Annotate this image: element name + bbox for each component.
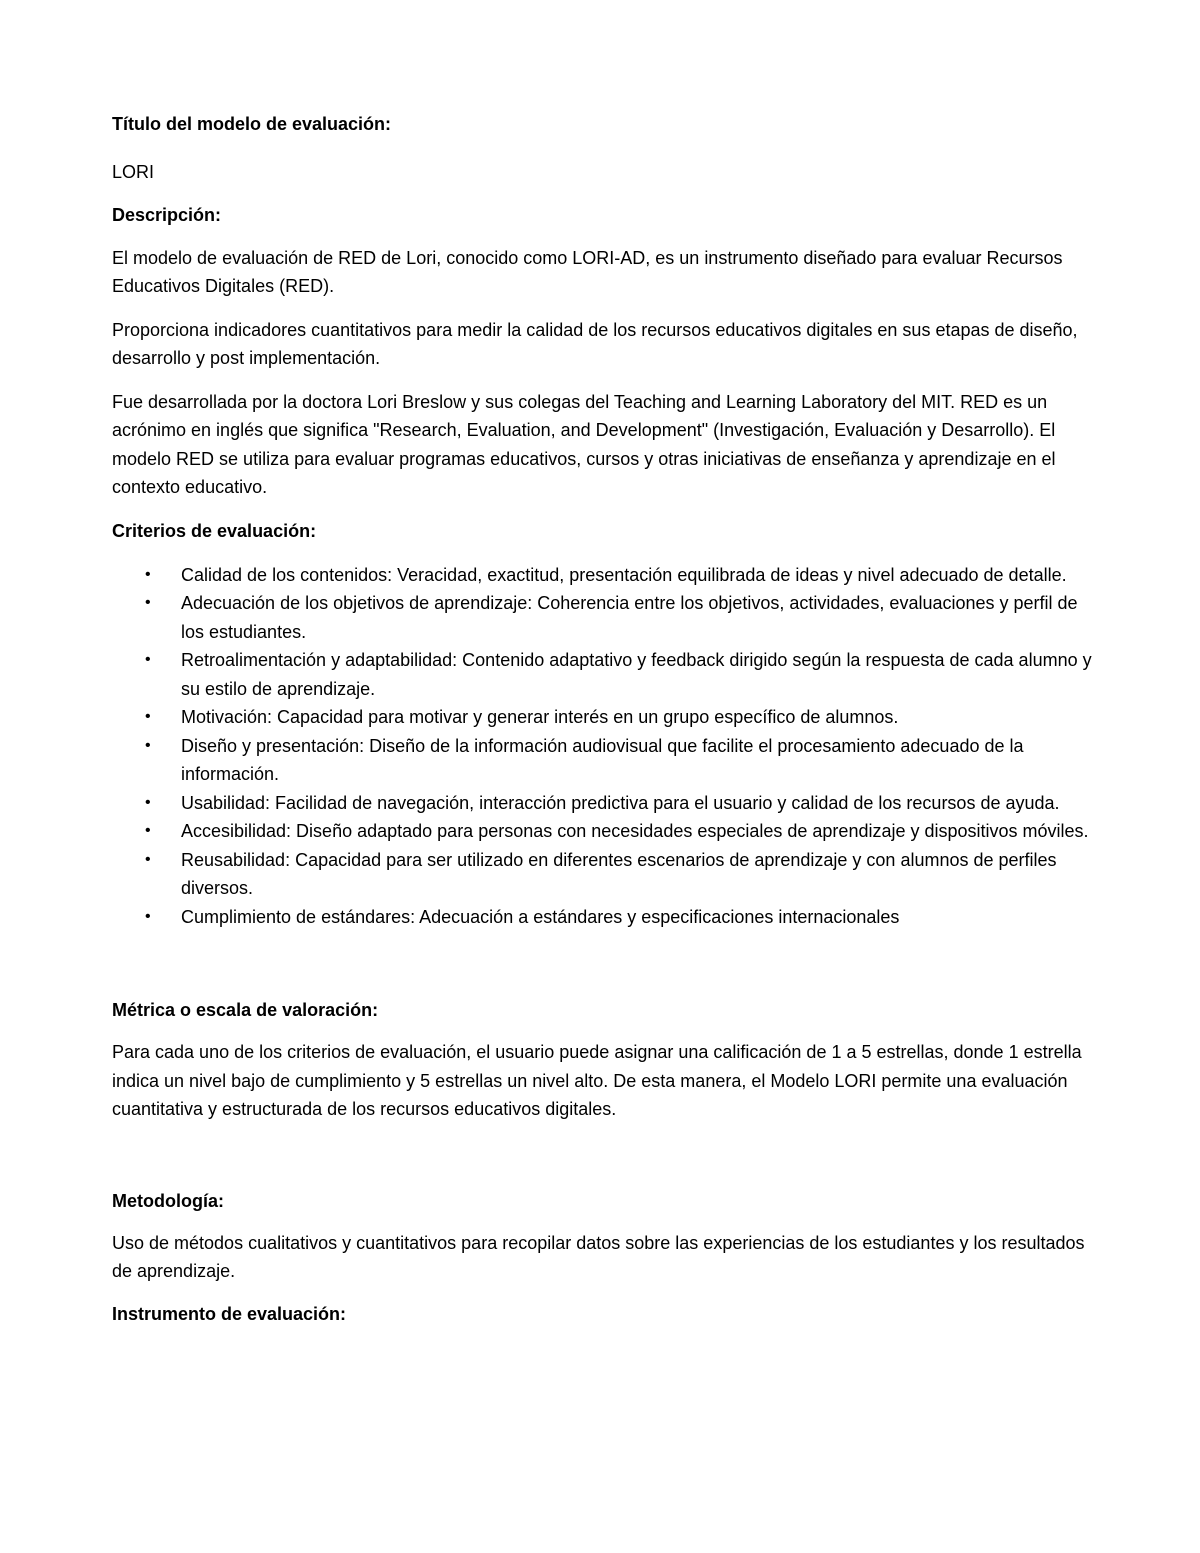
criteria-item: [112, 646, 1092, 703]
criteria-text: Diseño y presentación: Diseño de la información audiovisual que facilite el procesamiento adecuado de la información.: [181, 735, 1024, 784]
criteria-item: [112, 846, 1092, 903]
criteria-item: [112, 561, 1092, 590]
bullet-icon: •: [145, 907, 151, 925]
criteria-item: [112, 703, 1092, 732]
metric-heading: Métrica o escala de valoración:: [112, 1000, 379, 1020]
bullet-icon: •: [145, 822, 151, 839]
criteria-text: Retroalimentación y adaptabilidad: Contenido adaptativo y feedback dirigido según la respuesta de cada alumno y su estilo de aprendizaje.: [181, 650, 1092, 699]
criteria-text: Cumplimiento de estándares: Adecuación a estándares y especificaciones internacionales: [181, 906, 900, 927]
model-name: LORI: [112, 162, 155, 182]
bullet-icon: •: [145, 736, 151, 754]
criteria-heading: Criterios de evaluación:: [112, 520, 317, 541]
criteria-text: Accesibilidad: Diseño adaptado para personas con necesidades especiales de aprendizaje y dispositivos móviles.: [181, 821, 1089, 841]
criteria-item: [112, 732, 1092, 789]
criteria-item: [112, 789, 1092, 818]
bullet-icon: •: [145, 850, 151, 868]
title-heading: Título del modelo de evaluación:: [112, 114, 392, 134]
criteria-list: [112, 561, 1092, 932]
criteria-text: Usabilidad: Facilidad de navegación, interacción predictiva para el usuario y calidad de los recursos de ayuda.: [181, 792, 1060, 813]
bullet-icon: •: [145, 708, 151, 725]
criteria-text: Calidad de los contenidos: Veracidad, exactitud, presentación equilibrada de ideas y nivel adecuado de detalle.: [181, 564, 1067, 585]
instrument-heading: Instrumento de evaluación:: [112, 1303, 347, 1324]
bullet-icon: •: [145, 793, 151, 811]
metric-paragraph: Para cada uno de los criterios de evaluación, el usuario puede asignar una calificación de 1 a 5 estrellas, donde 1 estrella indica un nivel bajo de cumplimiento y 5 estrellas un nivel alto. De esta manera, el Modelo LORI permite una evaluación cuantitativa y estructurada de los recursos educativos digitales.: [112, 1042, 1082, 1119]
criteria-text: Adecuación de los objetivos de aprendizaje: Coherencia entre los objetivos, actividades, evaluaciones y perfil de los estudiantes.: [181, 593, 1078, 642]
bullet-icon: •: [145, 565, 151, 583]
document-page: [112, 110, 1092, 1328]
bullet-icon: •: [145, 594, 151, 611]
methodology-paragraph: Uso de métodos cualitativos y cuantitativos para recopilar datos sobre las experiencias de los estudiantes y los resultados de aprendizaje.: [112, 1232, 1085, 1281]
criteria-item: [112, 589, 1092, 646]
methodology-heading: Metodología:: [112, 1190, 224, 1211]
bullet-icon: •: [145, 651, 151, 668]
criteria-text: Reusabilidad: Capacidad para ser utilizado en diferentes escenarios de aprendizaje y con alumnos de perfiles diversos.: [181, 849, 1057, 898]
criteria-item: [112, 817, 1092, 846]
criteria-item: [112, 903, 1092, 932]
description-paragraph-2: Proporciona indicadores cuantitativos para medir la calidad de los recursos educativos digitales en sus etapas de diseño, desarrollo y post implementación.: [112, 319, 1078, 368]
description-heading: Descripción:: [112, 204, 222, 225]
description-paragraph-1: El modelo de evaluación de RED de Lori, conocido como LORI-AD, es un instrumento diseñado para evaluar Recursos Educativos Digitales (RED).: [112, 247, 1063, 296]
criteria-text: Motivación: Capacidad para motivar y generar interés en un grupo específico de alumnos.: [181, 707, 899, 727]
description-paragraph-3: Fue desarrollada por la doctora Lori Breslow y sus colegas del Teaching and Learning Laboratory del MIT. RED es un acrónimo en inglés que significa "Research, Evaluation, and Development" (Investigación, Evaluación y Desarrollo). El modelo RED se utiliza para evaluar programas educativos, cursos y otras iniciativas de enseñanza y aprendizaje en el contexto educativo.: [112, 391, 1056, 497]
